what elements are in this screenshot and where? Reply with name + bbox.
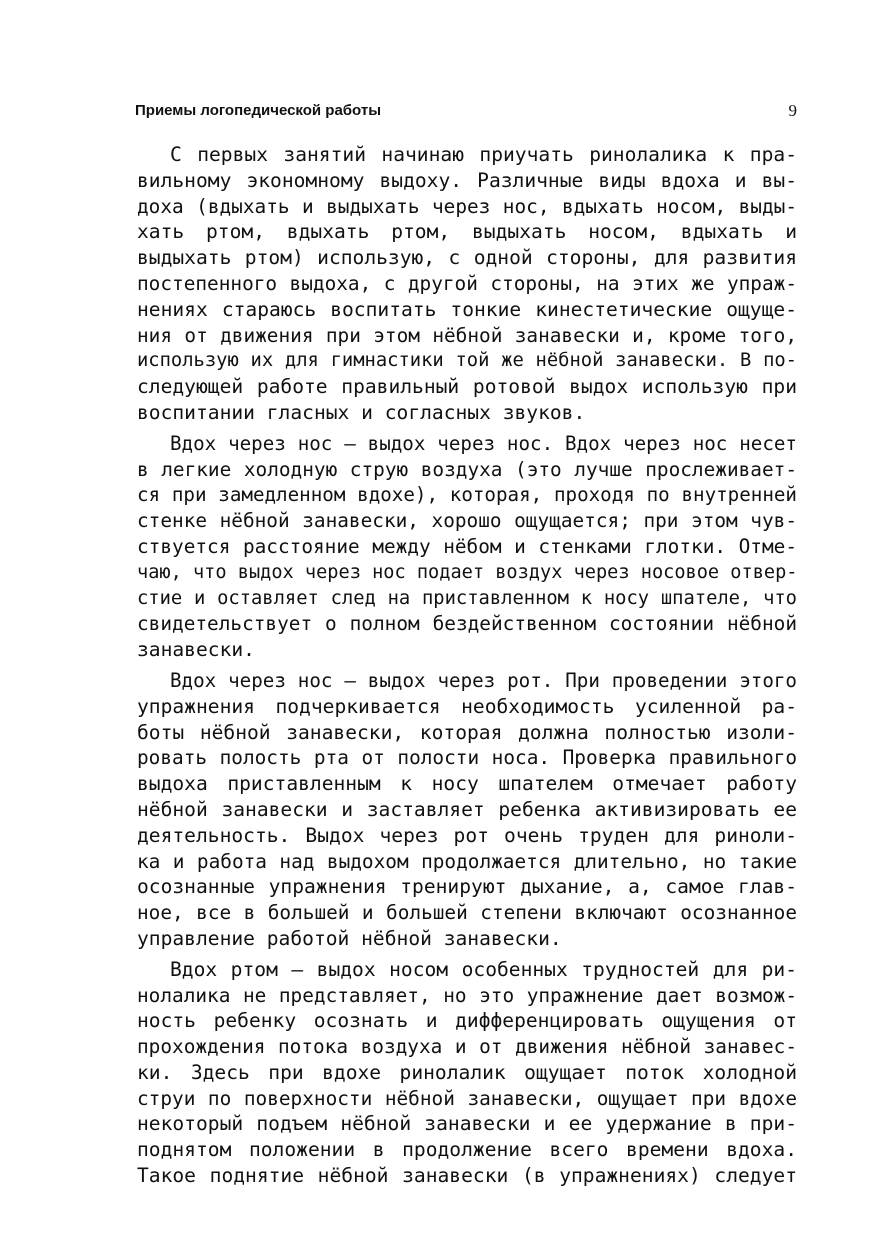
text-line: выдыхать ртом) использую, с одной стороны, для развития	[137, 246, 797, 270]
text-line: ствуется расстояние между нёбом и стенками глотки. Отме-	[137, 534, 797, 558]
paragraph	[137, 957, 797, 1189]
text-line: в легкие холодную струю воздуха (это лучше прослеживает-	[137, 457, 797, 481]
text-line: боты нёбной занавески, которая должна полностью изоли-	[137, 720, 797, 744]
text-line: воспитании гласных и согласных звуков.	[137, 400, 586, 424]
text-line: постепенного выдоха, с другой стороны, на этих же упраж-	[137, 271, 797, 295]
text-line: вильному экономному выдоху. Различные виды вдоха и вы-	[137, 168, 797, 192]
text-line: Такое поднятие нёбной занавески (в упражнениях) следует	[137, 1164, 797, 1188]
text-line: ния от движения при этом нёбной занавески и, кроме того,	[137, 323, 797, 347]
text-line: доха (вдыхать и выдыхать через нос, вдыхать носом, выды-	[137, 194, 797, 218]
text-line: ность ребенку осознать и дифференцировать ощущения от	[137, 1009, 797, 1033]
text-line: занавески.	[137, 638, 255, 662]
text-line: чаю, что выдох через нос подает воздух через носовое отвер-	[137, 561, 797, 583]
text-line: некоторый подъем нёбной занавески и ее удержание в при-	[137, 1112, 797, 1136]
page-number: 9	[788, 101, 797, 120]
text-line: ся при замедленном вдохе), которая, проходя по внутренней	[137, 483, 797, 507]
text-line: использую их для гимнастики той же нёбной занавески. В по-	[137, 350, 797, 372]
text-line: ки. Здесь при вдохе ринолалик ощущает поток холодной	[137, 1060, 797, 1084]
text-line: ное, все в большей и большей степени включают осознанное	[137, 901, 797, 925]
text-line: следующей работе правильный ротовой выдох использую при	[137, 375, 797, 399]
body-text	[137, 142, 797, 1194]
paragraph	[137, 431, 797, 663]
text-line: Вдох через нос — выдох через рот. При проведении этого	[170, 668, 797, 692]
text-line: выдоха приставленным к носу шпателем отмечает работу	[137, 772, 797, 796]
text-line: Вдох через нос — выдох через нос. Вдох через нос несет	[170, 431, 797, 455]
text-line: свидетельствует о полном бездейственном состоянии нёбной	[137, 612, 797, 636]
text-line: стие и оставляет след на приставленном к носу шпателе, что	[137, 587, 797, 609]
text-line: Вдох ртом — выдох носом особенных трудностей для ри-	[170, 957, 797, 981]
running-title: Приемы логопедической работы	[135, 102, 382, 119]
text-line: нолалика не представляет, но это упражнение дает возмож-	[137, 983, 797, 1007]
text-line: С первых занятий начинаю приучать ринолалика к пра-	[170, 143, 797, 166]
text-line: прохождения потока воздуха и от движения нёбной занавес-	[137, 1035, 797, 1059]
text-line: управление работой нёбной занавески.	[137, 926, 562, 950]
text-line: стенке нёбной занавески, хорошо ощущается; при этом чув-	[137, 509, 797, 533]
text-line: нёбной занавески и заставляет ребенка активизировать ее	[137, 797, 797, 821]
text-line: осознанные упражнения тренируют дыхание, а, самое глав-	[137, 875, 797, 899]
text-line: нениях стараюсь воспитать тонкие кинестетические ощуще-	[137, 297, 797, 321]
paragraph	[137, 142, 797, 426]
running-head	[135, 100, 797, 122]
text-line: поднятом положении в продолжение всего времени вдоха.	[137, 1138, 797, 1162]
paragraph	[137, 668, 797, 952]
text-line: ровать полость рта от полости носа. Проверка правильного	[137, 746, 797, 770]
text-line: хать ртом, вдыхать ртом, выдыхать носом, вдыхать и	[137, 220, 797, 244]
text-line: упражнения подчеркивается необходимость усиленной ра-	[137, 694, 797, 718]
text-line: ка и работа над выдохом продолжается длительно, но такие	[137, 849, 797, 873]
text-line: струи по поверхности нёбной занавески, ощущает при вдохе	[137, 1086, 797, 1110]
text-line: деятельность. Выдох через рот очень труден для риноли-	[137, 823, 797, 847]
